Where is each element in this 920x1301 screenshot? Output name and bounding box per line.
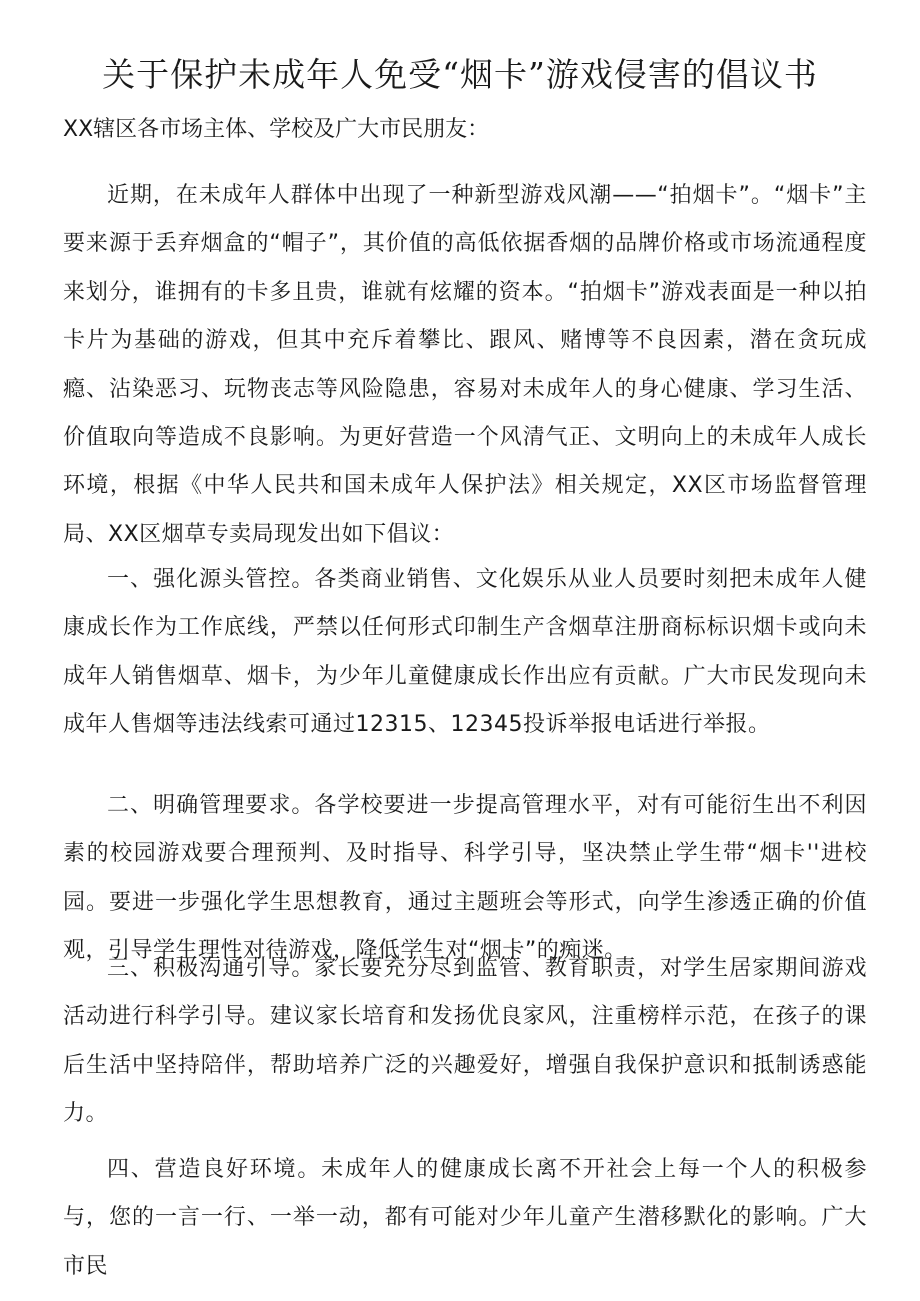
salutation: XX辖区各市场主体、学校及广大市民朋友： bbox=[63, 117, 490, 142]
paragraph-source-control: 一、强化源头管控。各类商业销售、文化娱乐从业人员要时刻把未成年人健康成长作为工作底线，严禁以任何形式印制生产含烟草注册商标标识烟卡或向未成年人销售烟草、烟卡，为少年儿童健康成长作出应有贡献。广大市民发现向未成年人售烟等违法线索可通过12315、12345投诉举报电话进行举报。 bbox=[63, 567, 867, 738]
paragraph-intro: 近期，在未成年人群体中出现了一种新型游戏风潮——“拍烟卡”。“烟卡”主要来源于丢弃烟盒的“帽子”，其价值的高低依据香烟的品牌价格或市场流通程度来划分，谁拥有的卡多且贵，谁就有炫耀的资本。“拍烟卡”游戏表面是一种以拍卡片为基础的游戏，但其中充斥着攀比、跟风、赌博等不良因素，潜在贪玩成瘾、沾染恶习、玩物丧志等风险隐患，容易对未成年人的身心健康、学习生活、价值取向等造成不良影响。为更好营造一个风清气正、文明向上的未成年人成长环境，根据《中华人民共和国未成年人保护法》相关规定，XX区市场监督管理局、XX区烟草专卖局现发出如下倡议： bbox=[63, 183, 867, 547]
paragraph-management: 二、明确管理要求。各学校要进一步提高管理水平，对有可能衍生出不利因素的校园游戏要合理预判、及时指导、科学引导，坚决禁止学生带“烟卡''进校园。要进一步强化学生思想教育，通过主题班会等形式，向学生渗透正确的价值观，引导学生理性对待游戏，降低学生对“烟卡”的痴迷。 bbox=[63, 793, 867, 964]
document-title: 关于保护未成年人免受“烟卡”游戏侵害的倡议书 bbox=[102, 55, 818, 94]
paragraph-guidance: 三、积极沟通引导。家长要充分尽到监管、教育职责，对学生居家期间游戏活动进行科学引导。建议家长培育和发扬优良家风，注重榜样示范，在孩子的课后生活中坚持陪伴，帮助培养广泛的兴趣爱好，增强自我保护意识和抵制诱惑能力。 bbox=[63, 956, 867, 1127]
paragraph-environment: 四、营造良好环境。未成年人的健康成长离不开社会上每一个人的积极参与，您的一言一行、一举一动，都有可能对少年儿童产生潜移默化的影响。广大市民 bbox=[63, 1157, 867, 1279]
